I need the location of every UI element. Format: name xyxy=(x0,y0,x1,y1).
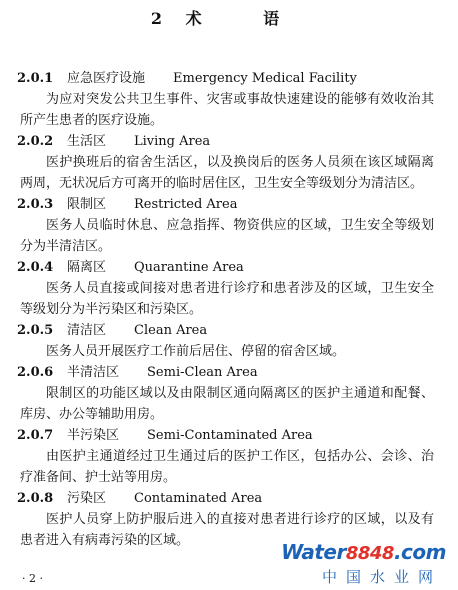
term-heading xyxy=(0,425,458,446)
term-number: 2.0.5 xyxy=(17,323,54,338)
term-number: 2.0.2 xyxy=(17,134,54,149)
term-heading xyxy=(0,68,458,89)
term-entry xyxy=(0,362,458,425)
term-english-name: Semi-Contaminated Area xyxy=(147,428,313,443)
chapter-title xyxy=(0,6,458,29)
page-number: · 2 · xyxy=(22,572,43,585)
term-number: 2.0.7 xyxy=(17,428,54,443)
term-heading xyxy=(0,320,458,341)
term-chinese-name: 隔离区 xyxy=(67,260,107,275)
term-chinese-name: 限制区 xyxy=(67,197,107,212)
watermark-brand: Water8848.com xyxy=(281,540,446,564)
term-definition: 医护人员穿上防护服后进入的直接对患者进行诊疗的区域，以及有患者进入有病毒污染的区域。 xyxy=(20,512,434,548)
term-entry xyxy=(0,194,458,257)
term-entry xyxy=(0,425,458,488)
term-english-name: Living Area xyxy=(134,134,211,149)
term-entry xyxy=(0,131,458,194)
term-chinese-name: 污染区 xyxy=(67,491,107,506)
term-definition: 医务人员临时休息、应急指挥、物资供应的区域，卫生安全等级划分为半清洁区。 xyxy=(20,218,434,254)
term-number: 2.0.6 xyxy=(17,365,54,380)
term-definition: 为应对突发公共卫生事件、灾害或事故快速建设的能够有效收治其所产生患者的医疗设施。 xyxy=(20,92,434,128)
term-english-name: Restricted Area xyxy=(134,197,238,212)
term-definition: 医护换班后的宿舍生活区，以及换岗后的医务人员须在该区域隔离两周，无状况后方可离开的临时居住区，卫生安全等级划分为清洁区。 xyxy=(20,155,434,191)
terms-list xyxy=(0,68,458,551)
watermark-cn: 中国水业网 xyxy=(321,568,442,586)
term-chinese-name: 清洁区 xyxy=(67,323,107,338)
term-definition: 由医护主通道经过卫生通过后的医护工作区，包括办公、会诊、治疗准备间、护士站等用房。 xyxy=(20,449,434,485)
term-heading xyxy=(0,488,458,509)
term-heading xyxy=(0,131,458,152)
term-english-name: Clean Area xyxy=(134,323,208,338)
term-number: 2.0.3 xyxy=(17,197,54,212)
term-english-name: Quarantine Area xyxy=(134,260,244,275)
chapter-number: 2 xyxy=(150,9,164,28)
term-number: 2.0.4 xyxy=(17,260,54,275)
term-english-name: Semi-Clean Area xyxy=(147,365,258,380)
term-entry xyxy=(0,68,458,131)
term-entry xyxy=(0,257,458,320)
term-chinese-name: 半污染区 xyxy=(67,428,120,443)
watermark-logo xyxy=(281,540,446,586)
term-number: 2.0.8 xyxy=(17,491,54,506)
term-heading xyxy=(0,194,458,215)
term-definition: 限制区的功能区域以及由限制区通向隔离区的医护主通道和配餐、库房、办公等辅助用房。 xyxy=(20,386,434,422)
term-chinese-name: 应急医疗设施 xyxy=(67,71,146,86)
term-chinese-name: 生活区 xyxy=(67,134,107,149)
term-heading xyxy=(0,257,458,278)
term-definition: 医务人员直接或间接对患者进行诊疗和患者涉及的区域，卫生安全等级划分为半污染区和污染区。 xyxy=(20,281,434,317)
term-english-name: Contaminated Area xyxy=(134,491,263,506)
term-number: 2.0.1 xyxy=(17,71,54,86)
chapter-title-text: 术 语 xyxy=(185,9,308,28)
term-definition: 医务人员开展医疗工作前后居住、停留的宿舍区域。 xyxy=(46,344,346,359)
term-english-name: Emergency Medical Facility xyxy=(173,71,357,86)
term-entry xyxy=(0,320,458,362)
term-chinese-name: 半清洁区 xyxy=(67,365,120,380)
term-heading xyxy=(0,362,458,383)
